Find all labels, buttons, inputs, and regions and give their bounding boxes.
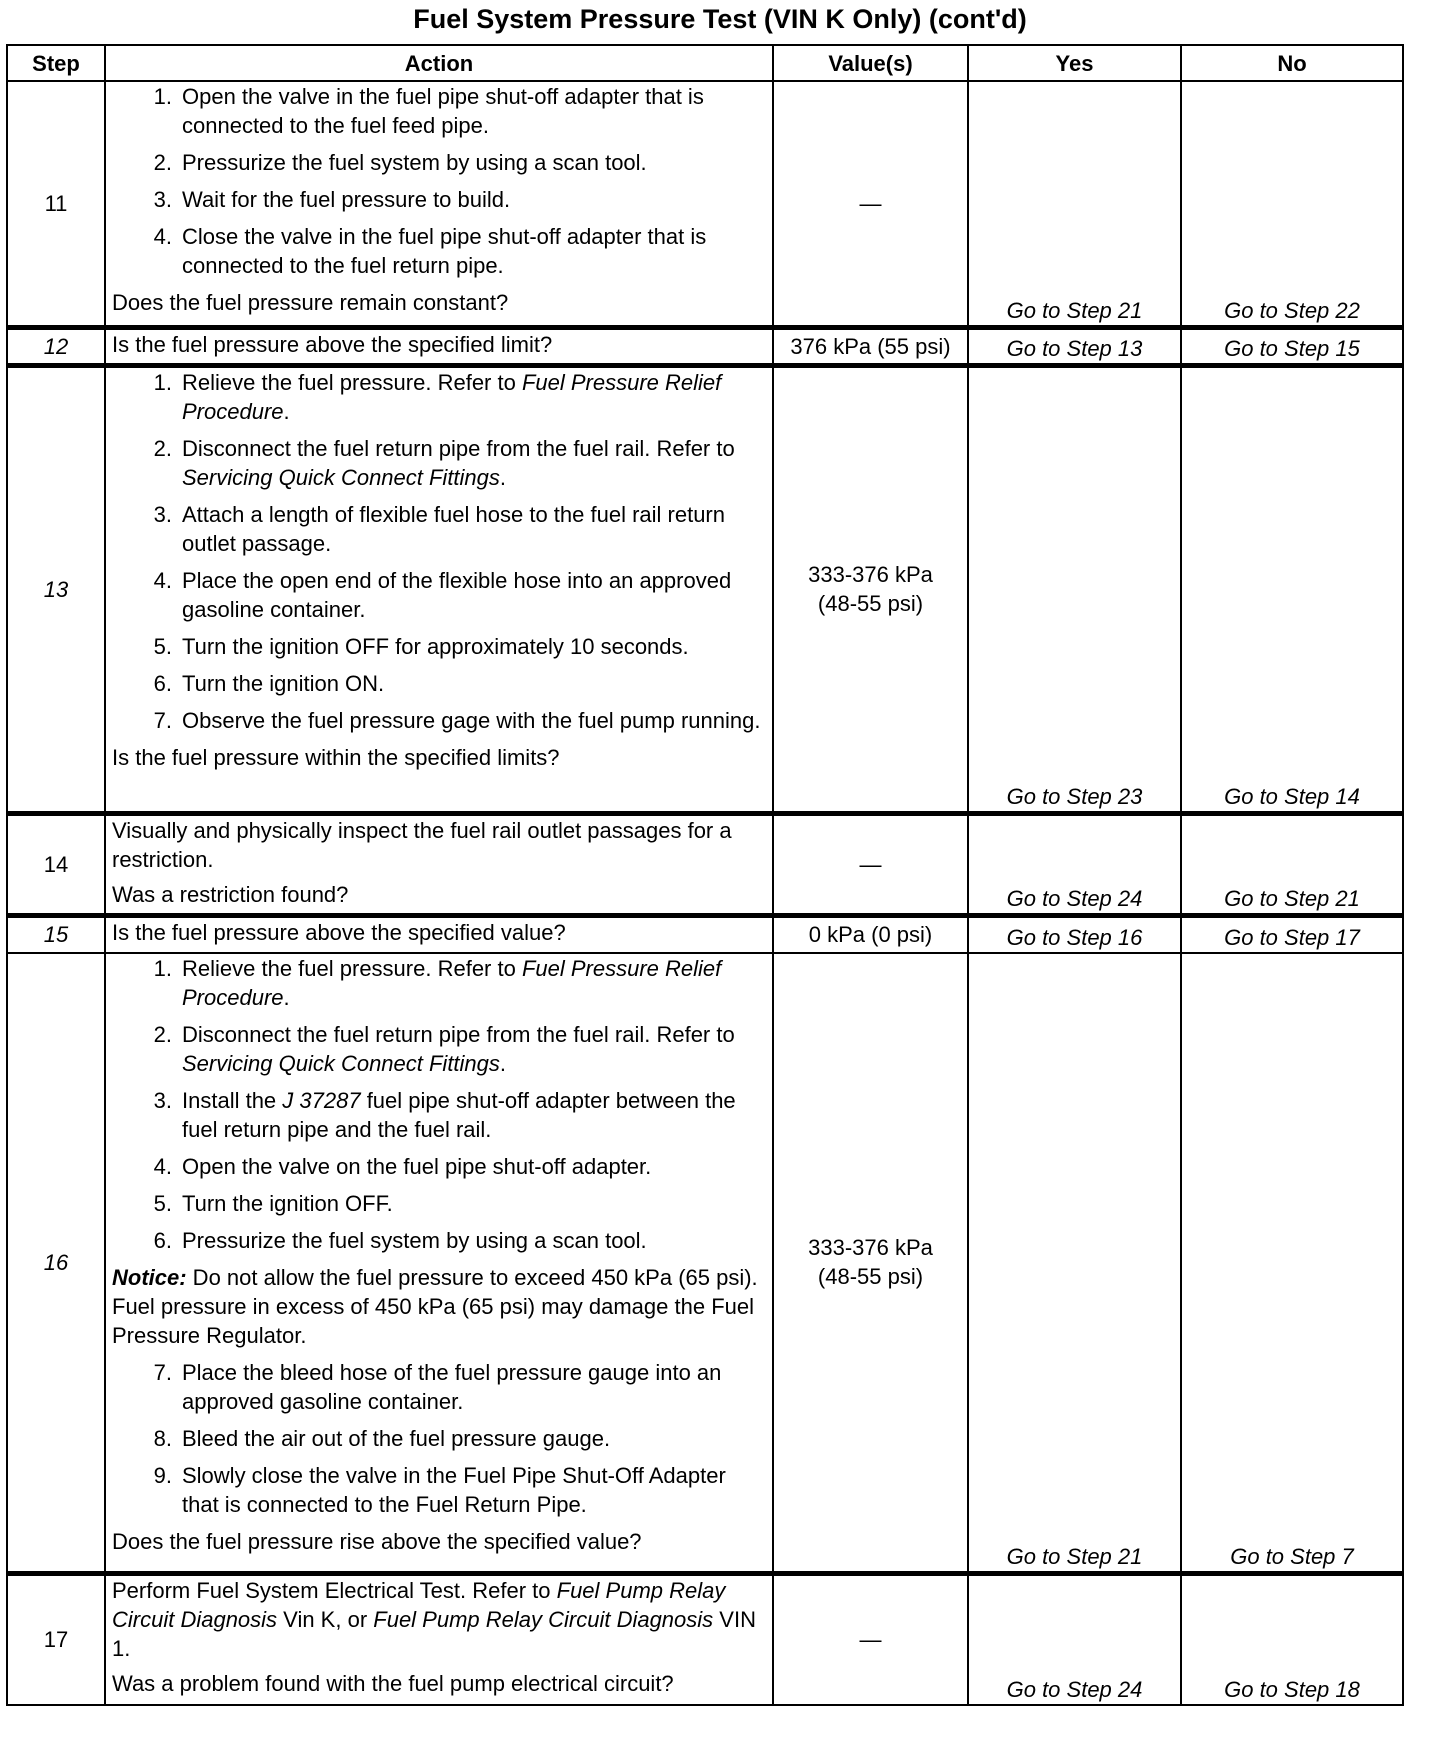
- question: Does the fuel pressure rise above the specified value?: [112, 1529, 642, 1554]
- list-item: 7. Place the bleed hose of the fuel pressure gauge into an approved gasoline container.: [153, 1360, 722, 1414]
- question: Does the fuel pressure remain constant?: [112, 290, 509, 315]
- no-result: Go to Step 21: [1181, 813, 1403, 915]
- yes-result: Go to Step 24: [968, 1573, 1181, 1705]
- table-row-step-12: [7, 327, 1403, 365]
- step-number: 13: [7, 365, 105, 813]
- col-header-yes: Yes: [968, 45, 1181, 81]
- value-cell: —: [773, 1573, 968, 1705]
- list-item: 9. Slowly close the valve in the Fuel Pipe Shut-Off Adapter that is connected to the Fuel Return Pipe.: [153, 1463, 726, 1517]
- yes-result: Go to Step 21: [968, 81, 1181, 327]
- yes-result: Go to Step 24: [968, 813, 1181, 915]
- value-cell: [773, 365, 968, 813]
- action-text: Perform Fuel System Electrical Test. Refer to Fuel Pump Relay Circuit Diagnosis Vin K, or Fuel Pump Relay Circuit Diagnosis VIN 1.: [112, 1577, 756, 1661]
- step-number: 15: [7, 915, 105, 953]
- value-cell: 0 kPa (0 psi): [773, 915, 968, 953]
- list-item: 4. Close the valve in the fuel pipe shut-off adapter that is connected to the fuel return pipe.: [153, 224, 707, 278]
- question: Was a restriction found?: [112, 881, 349, 907]
- value-line: 333-376 kPa: [808, 562, 933, 587]
- col-header-step: Step: [7, 45, 105, 81]
- no-result: Go to Step 14: [1181, 365, 1403, 813]
- value-cell: —: [773, 81, 968, 327]
- table-row-step-14: [7, 813, 1403, 915]
- value-line: (48-55 psi): [817, 1264, 924, 1290]
- diagnostic-table: [6, 44, 1404, 1706]
- page-title: Fuel System Pressure Test (VIN K Only) (cont'd): [413, 4, 1027, 34]
- list-item: 1. Open the valve in the fuel pipe shut-off adapter that is connected to the fuel feed pipe.: [153, 84, 704, 138]
- step-number: 16: [7, 953, 105, 1573]
- action-cell: [105, 1573, 773, 1705]
- action-text: Visually and physically inspect the fuel rail outlet passages for a restriction.: [112, 817, 732, 872]
- action-cell: [105, 915, 773, 953]
- yes-result: Go to Step 16: [968, 915, 1181, 953]
- yes-result: Go to Step 13: [968, 327, 1181, 365]
- table-row-step-17: [7, 1573, 1403, 1705]
- question: Was a problem found with the fuel pump electrical circuit?: [112, 1670, 674, 1696]
- doc-reference: Servicing Quick Connect Fittings: [182, 1051, 500, 1076]
- list-item: 5. Turn the ignition OFF for approximately 10 seconds.: [153, 633, 689, 659]
- question: Is the fuel pressure within the specified limits?: [112, 744, 560, 770]
- doc-reference: Fuel Pump Relay Circuit Diagnosis: [373, 1606, 714, 1632]
- question: Is the fuel pressure above the specified value?: [112, 919, 566, 945]
- list-item: 1. Relieve the fuel pressure. Refer to Fuel Pressure Relief Procedure.: [153, 956, 722, 1010]
- no-result: Go to Step 17: [1181, 915, 1403, 953]
- value-cell: [773, 953, 968, 1573]
- yes-result: Go to Step 23: [968, 365, 1181, 813]
- action-list: [112, 1358, 766, 1519]
- doc-reference: Fuel Pressure Relief Procedure: [182, 369, 722, 424]
- list-item: 2. Disconnect the fuel return pipe from the fuel rail. Refer to Servicing Quick Connect Fittings.: [153, 435, 735, 490]
- action-cell: [105, 81, 773, 327]
- table-row-step-16: [7, 953, 1403, 1573]
- list-item: 8. Bleed the air out of the fuel pressure gauge.: [153, 1426, 611, 1451]
- list-item: 2. Pressurize the fuel system by using a scan tool.: [153, 150, 647, 175]
- step-number: 17: [7, 1573, 105, 1705]
- value-line: 333-376 kPa: [808, 1235, 933, 1261]
- no-result: Go to Step 15: [1181, 327, 1403, 365]
- list-item: 5. Turn the ignition OFF.: [153, 1191, 393, 1216]
- table-row-step-15: [7, 915, 1403, 953]
- no-result: Go to Step 7: [1181, 953, 1403, 1573]
- notice: [112, 1263, 766, 1350]
- yes-result: Go to Step 21: [968, 953, 1181, 1573]
- notice-text: Do not allow the fuel pressure to exceed 450 kPa (65 psi). Fuel pressure in excess of 450 kPa (65 psi) may damage the Fuel Pressure Regulator.: [112, 1265, 758, 1348]
- list-item: 3. Wait for the fuel pressure to build.: [153, 187, 511, 212]
- value-cell: —: [773, 813, 968, 915]
- doc-reference: Fuel Pump Relay Circuit Diagnosis: [112, 1577, 726, 1632]
- doc-reference: Fuel Pressure Relief Procedure: [182, 956, 722, 1010]
- action-cell: [105, 813, 773, 915]
- col-header-action: Action: [105, 45, 773, 81]
- no-result: Go to Step 22: [1181, 81, 1403, 327]
- action-list: [112, 368, 766, 735]
- list-item: 4. Place the open end of the flexible hose into an approved gasoline container.: [153, 567, 732, 622]
- list-item: 1. Relieve the fuel pressure. Refer to Fuel Pressure Relief Procedure.: [153, 369, 722, 424]
- list-item: 4. Open the valve on the fuel pipe shut-off adapter.: [153, 1154, 652, 1179]
- list-item: 3. Install the J 37287 fuel pipe shut-off adapter between the fuel return pipe and the fuel rail.: [153, 1088, 736, 1142]
- notice-label: Notice:: [112, 1265, 187, 1290]
- no-result: Go to Step 18: [1181, 1573, 1403, 1705]
- action-list: [112, 954, 766, 1255]
- list-item: 2. Disconnect the fuel return pipe from the fuel rail. Refer to Servicing Quick Connect Fittings.: [153, 1022, 735, 1076]
- question: Is the fuel pressure above the specified limit?: [112, 331, 553, 357]
- table-row-step-11: [7, 81, 1403, 327]
- action-cell: [105, 953, 773, 1573]
- list-item: 7. Observe the fuel pressure gage with the fuel pump running.: [153, 707, 761, 733]
- col-header-values: Value(s): [773, 45, 968, 81]
- header-row: [7, 45, 1403, 81]
- doc-reference: Servicing Quick Connect Fittings: [182, 464, 500, 490]
- list-item: 3. Attach a length of flexible fuel hose to the fuel rail return outlet passage.: [153, 501, 725, 556]
- list-item: 6. Pressurize the fuel system by using a scan tool.: [153, 1228, 647, 1253]
- step-number: 11: [7, 81, 105, 327]
- col-header-no: No: [1181, 45, 1403, 81]
- table-row-step-13: [7, 365, 1403, 813]
- list-item: 6. Turn the ignition ON.: [153, 670, 385, 696]
- step-number: 14: [7, 813, 105, 915]
- step-number: 12: [7, 327, 105, 365]
- action-list: [112, 82, 766, 280]
- tool-reference: J 37287: [282, 1088, 361, 1113]
- action-cell: [105, 327, 773, 365]
- value-line: (48-55 psi): [817, 591, 924, 616]
- value-cell: 376 kPa (55 psi): [773, 327, 968, 365]
- action-cell: [105, 365, 773, 813]
